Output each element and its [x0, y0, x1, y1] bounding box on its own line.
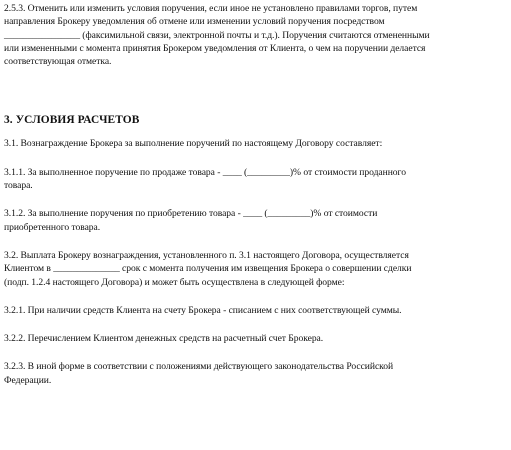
text-line: 3.1.2. За выполнение поручения по приобретению товара - ____ (_________)% от стоимости	[4, 208, 378, 220]
document-body	[4, 2, 507, 387]
text-line: Клиентом в ______________ срок с момента получения им извещения Брокера о совершении сделки	[4, 263, 412, 275]
paragraph-3-2	[4, 249, 507, 289]
text-line: ________________ (факсимильной связи, электронной почты и т.д.). Поручения считаются отмененными	[4, 29, 430, 41]
text-line: Федерации.	[4, 374, 52, 386]
text-line: 2.5.3. Отменить или изменить условия поручения, если иное не установлено правилами торгов, путем	[4, 3, 418, 14]
paragraph-3-1: 3.1. Вознаграждение Брокера за выполнение поручений по настоящему Договору составляет:	[4, 138, 383, 150]
section-heading: 3. УСЛОВИЯ РАСЧЕТОВ	[4, 114, 140, 127]
text-line: 3.2. Выплата Брокеру вознаграждения, установленного п. 3.1 настоящего Договора, осуществляется	[4, 249, 409, 261]
paragraph-3-2-2: 3.2.2. Перечислением Клиентом денежных средств на расчетный счет Брокера.	[4, 333, 324, 345]
text-line: соответствующая отметка.	[4, 56, 112, 68]
text-line: (подп. 1.2.4 настоящего Договора) и может быть осуществлена в следующей форме:	[4, 276, 345, 288]
text-line: приобретенного товара.	[4, 221, 101, 233]
text-line: направления Брокеру уведомления об отмене или изменении условий поручения посредством	[4, 16, 385, 28]
text-line: 3.2.3. В иной форме в соответствии с положениями действующего законодательства Российской	[4, 361, 394, 373]
text-line: товара.	[4, 180, 33, 192]
paragraph-3-1-1	[4, 166, 507, 193]
paragraph-3-2-3	[4, 360, 507, 387]
paragraph-3-2-1: 3.2.1. При наличии средств Клиента на счету Брокера - списанием с них соответствующей суммы.	[4, 304, 402, 316]
text-line: или измененными с момента принятия Брокером уведомления от Клиента, о чем на поручении делается	[4, 42, 426, 54]
paragraph-2-5-3	[4, 2, 507, 68]
text-line: 3.1.1. За выполненное поручение по продаже товара - ____ (_________)% от стоимости проданного	[4, 166, 406, 178]
paragraph-3-1-2	[4, 207, 507, 234]
